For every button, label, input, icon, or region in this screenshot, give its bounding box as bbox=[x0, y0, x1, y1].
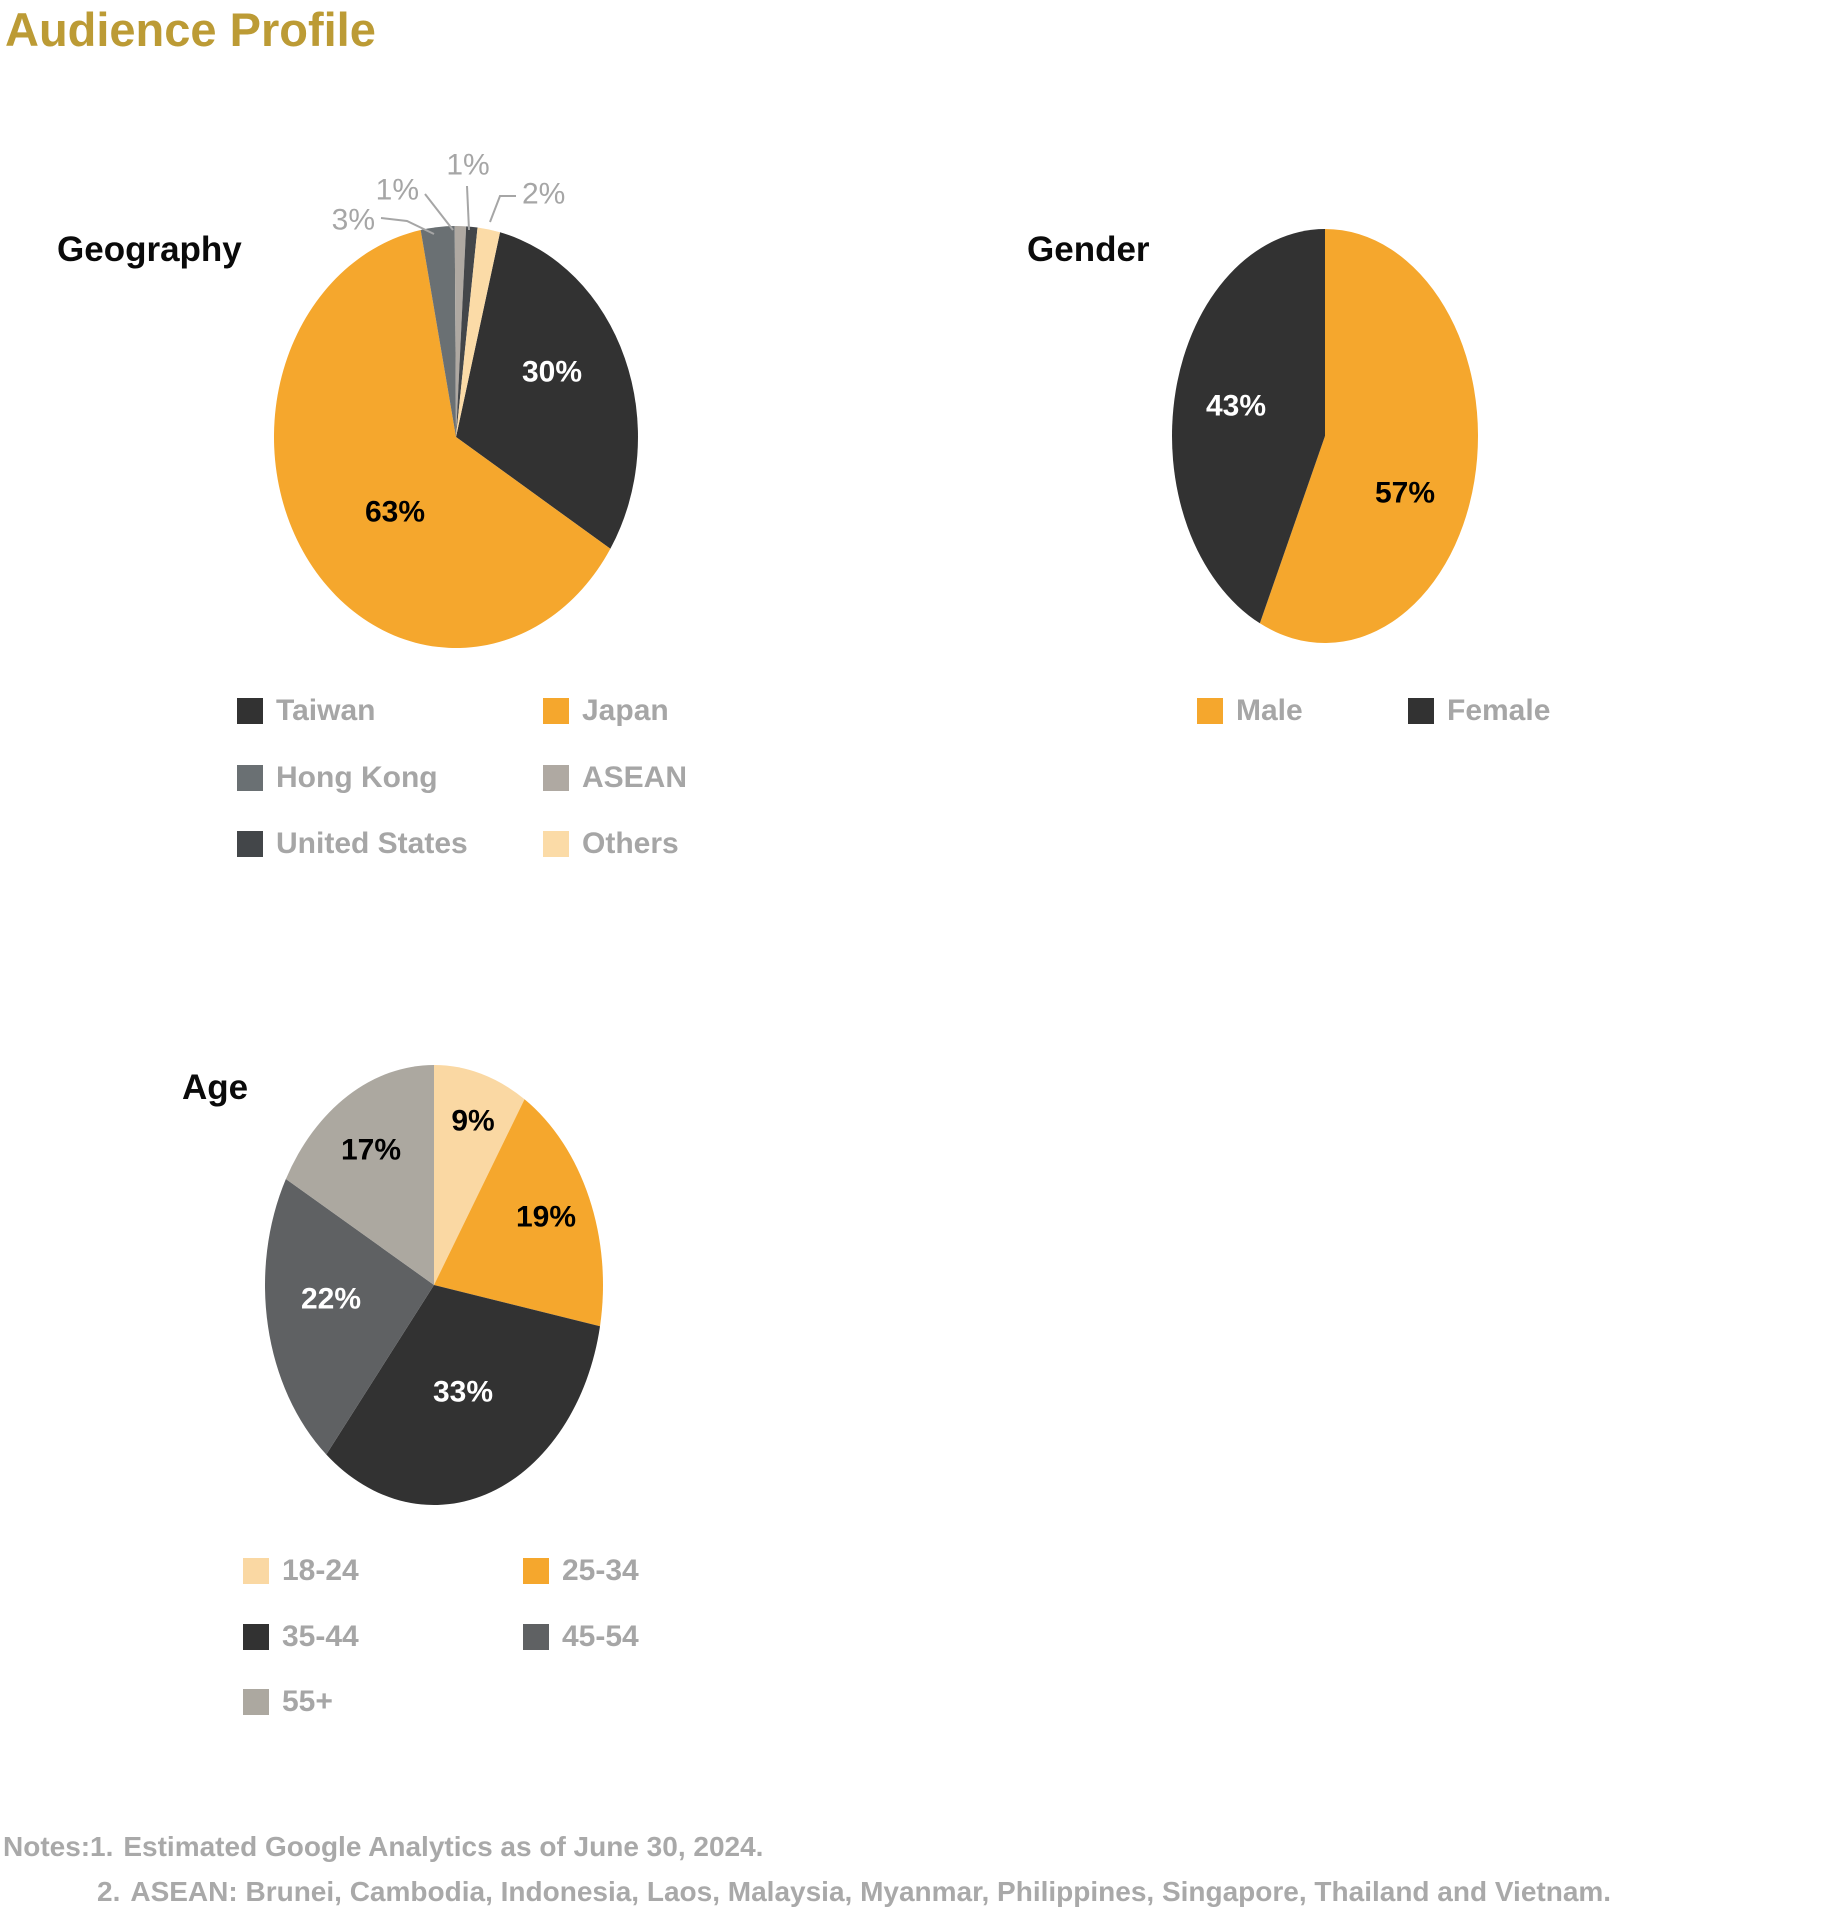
page-title: Audience Profile bbox=[5, 3, 376, 56]
note-line-1 bbox=[90, 1830, 763, 1864]
age-value-label-25-34: 19% bbox=[515, 1200, 577, 1234]
legend-swatch bbox=[237, 765, 263, 791]
legend-label: 25-34 bbox=[562, 1554, 639, 1587]
chart-title-geography: Geography bbox=[57, 230, 242, 269]
age-value-label-35-44: 33% bbox=[432, 1375, 494, 1409]
geography-value-label-taiwan: 30% bbox=[521, 355, 583, 389]
legend-swatch bbox=[543, 698, 569, 724]
geography-value-label-japan: 63% bbox=[364, 495, 426, 529]
gender-value-label-female: 43% bbox=[1205, 389, 1267, 423]
legend-swatch bbox=[243, 1689, 269, 1715]
legend-swatch bbox=[243, 1624, 269, 1650]
legend-label: 18-24 bbox=[282, 1554, 359, 1587]
legend-label: Taiwan bbox=[276, 694, 376, 727]
age-value-label-45-54: 22% bbox=[300, 1282, 362, 1316]
age-legend-item-45-54 bbox=[523, 1619, 639, 1653]
geography-callout-line-others bbox=[490, 196, 516, 222]
age-value-label-55-: 17% bbox=[340, 1133, 402, 1167]
legend-swatch bbox=[237, 698, 263, 724]
legend-label: United States bbox=[276, 827, 468, 860]
legend-swatch bbox=[1408, 698, 1434, 724]
age-legend-item-18-24 bbox=[243, 1554, 359, 1587]
legend-swatch bbox=[523, 1558, 549, 1584]
legend-label: Hong Kong bbox=[276, 760, 438, 794]
chart-title-gender: Gender bbox=[1027, 230, 1150, 269]
age-legend-item-25-34 bbox=[523, 1554, 639, 1587]
geography-legend-item-united-states bbox=[237, 827, 468, 860]
age-legend-item-55- bbox=[243, 1685, 333, 1718]
age-value-label-18-24: 9% bbox=[451, 1104, 495, 1138]
gender-legend-item-male bbox=[1197, 694, 1303, 727]
geography-callout-line-asean bbox=[425, 194, 453, 230]
legend-label: 35-44 bbox=[282, 1619, 359, 1653]
legend-label: Male bbox=[1236, 694, 1303, 727]
legend-swatch bbox=[1197, 698, 1223, 724]
chart-title-age: Age bbox=[182, 1068, 249, 1107]
gender-value-label-male: 57% bbox=[1374, 476, 1436, 510]
geography-legend-item-taiwan bbox=[237, 694, 376, 727]
legend-swatch bbox=[243, 1558, 269, 1584]
geography-callout-label: 1% bbox=[375, 173, 419, 207]
note-text: Estimated Google Analytics as of June 30, 2024. bbox=[123, 1831, 764, 1862]
geography-legend-item-japan bbox=[543, 694, 669, 727]
legend-label: 45-54 bbox=[562, 1619, 639, 1653]
legend-swatch bbox=[237, 831, 263, 857]
legend-swatch bbox=[523, 1624, 549, 1650]
legend-label: ASEAN bbox=[582, 760, 688, 794]
legend-label: Others bbox=[582, 827, 679, 860]
note-line-2 bbox=[97, 1875, 1611, 1909]
geography-callout-label: 3% bbox=[331, 203, 375, 237]
legend-label: Female bbox=[1447, 694, 1551, 727]
gender-legend-item-female bbox=[1408, 694, 1551, 727]
note-text: ASEAN: Brunei, Cambodia, Indonesia, Laos, Malaysia, Myanmar, Philippines, Singapore, Thailand and Vietnam. bbox=[130, 1876, 1612, 1907]
notes-label: Notes: bbox=[3, 1831, 91, 1862]
geography-legend-item-asean bbox=[543, 760, 688, 794]
note-number: 1. bbox=[90, 1831, 114, 1862]
geography-callout-label: 1% bbox=[446, 148, 490, 182]
legend-label: 55+ bbox=[282, 1685, 333, 1718]
legend-swatch bbox=[543, 765, 569, 791]
geography-legend-item-others bbox=[543, 827, 679, 860]
note-number: 2. bbox=[97, 1876, 121, 1907]
legend-label: Japan bbox=[582, 694, 669, 727]
legend-swatch bbox=[543, 831, 569, 857]
age-legend-item-35-44 bbox=[243, 1619, 359, 1653]
geography-callout-line-united-states bbox=[467, 186, 469, 230]
geography-callout-label: 2% bbox=[522, 177, 566, 211]
geography-legend-item-hong-kong bbox=[237, 760, 438, 794]
